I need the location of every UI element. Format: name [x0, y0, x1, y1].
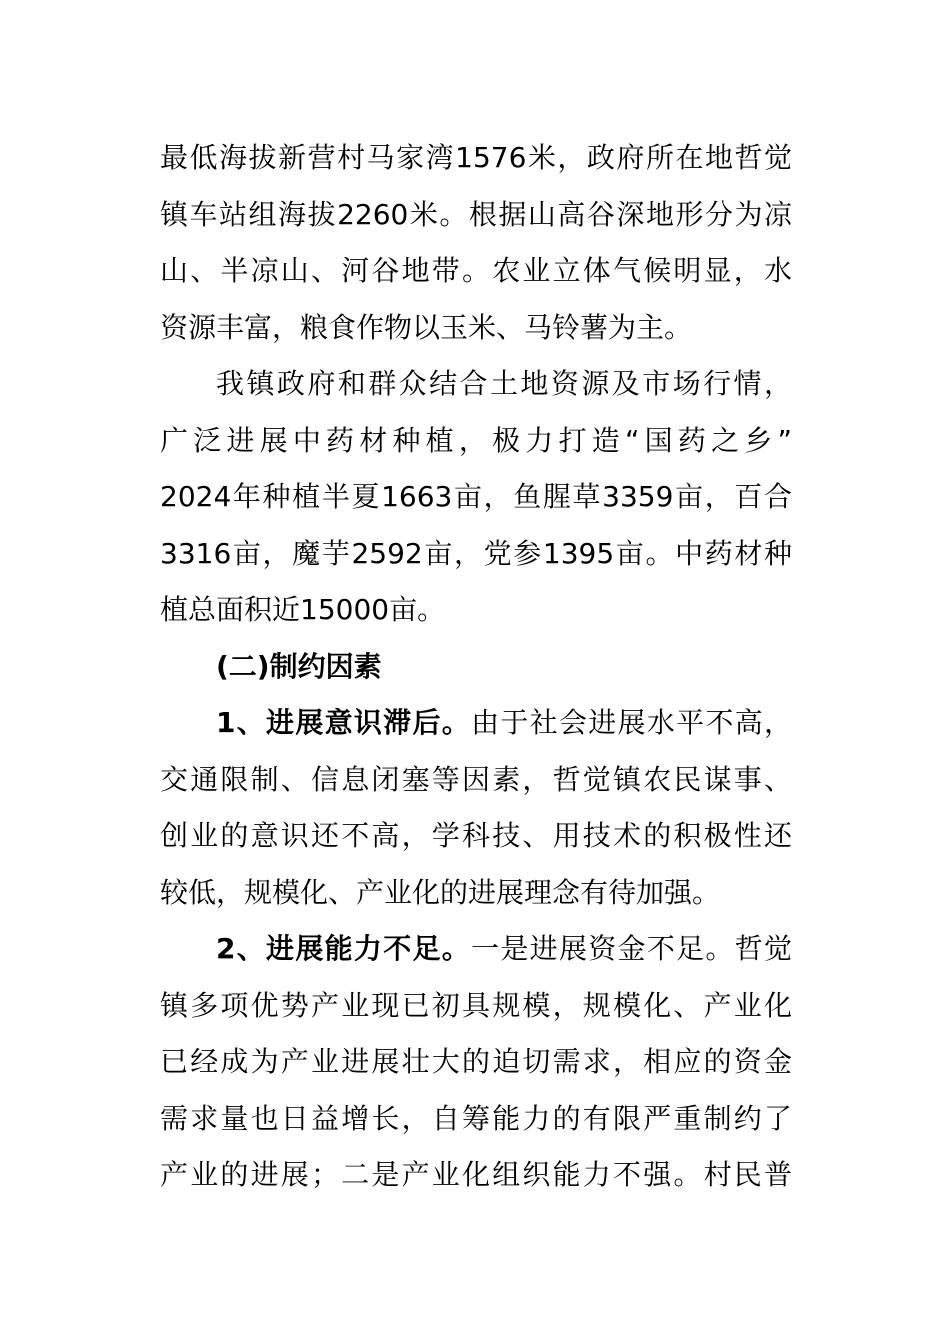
point-2-heading: 2、进展能力不足。: [216, 932, 472, 965]
paragraph-3-line-4: 较低，规模化、产业化的进展理念有待加强。: [160, 876, 721, 909]
paragraph-4-line-2: 镇多项优势产业现已初具规模，规模化、产业化: [160, 989, 792, 1022]
paragraph-1-line-1: 最低海拔新营村马家湾1576米，政府所在地哲觉: [160, 141, 792, 174]
paragraph-2-line-4: 3316亩，魔芋2592亩，党参1395亩。中药材种: [160, 537, 792, 570]
paragraph-2-line-5: 植总面积近15000亩。: [160, 593, 446, 626]
paragraph-2-line-2: 广泛进展中药材种植，极力打造“国药之乡”: [160, 424, 792, 457]
paragraph-2-line-3: 2024年种植半夏1663亩，鱼腥草3359亩，百合: [160, 480, 792, 513]
paragraph-1-line-4: 资源丰富，粮食作物以玉米、马铃薯为主。: [160, 311, 693, 344]
paragraph-4-line-5: 产业的进展；二是产业化组织能力不强。村民普: [160, 1158, 792, 1191]
paragraph-3-line-3: 创业的意识还不高，学科技、用技术的积极性还: [160, 819, 792, 852]
point-1-heading: 1、进展意识滞后。: [216, 706, 472, 739]
paragraph-2-line-1: 我镇政府和群众结合土地资源及市场行情，: [216, 367, 792, 400]
section-heading: (二)制约因素: [216, 650, 382, 683]
paragraph-4-line-3: 已经成为产业进展壮大的迫切需求，相应的资金: [160, 1045, 792, 1078]
paragraph-4-line-1: 2、进展能力不足。一是进展资金不足。哲觉: [216, 932, 792, 965]
paragraph-1-line-2: 镇车站组海拔2260米。根据山高谷深地形分为凉: [160, 198, 792, 231]
paragraph-3-line-1: 1、进展意识滞后。由于社会进展水平不高，: [216, 706, 792, 739]
paragraph-3-line-2: 交通限制、信息闭塞等因素，哲觉镇农民谋事、: [160, 763, 792, 796]
paragraph-1-line-3: 山、半凉山、河谷地带。农业立体气候明显，水: [160, 254, 792, 287]
paragraph-4-line-4: 需求量也日益增长，自筹能力的有限严重制约了: [160, 1102, 792, 1135]
